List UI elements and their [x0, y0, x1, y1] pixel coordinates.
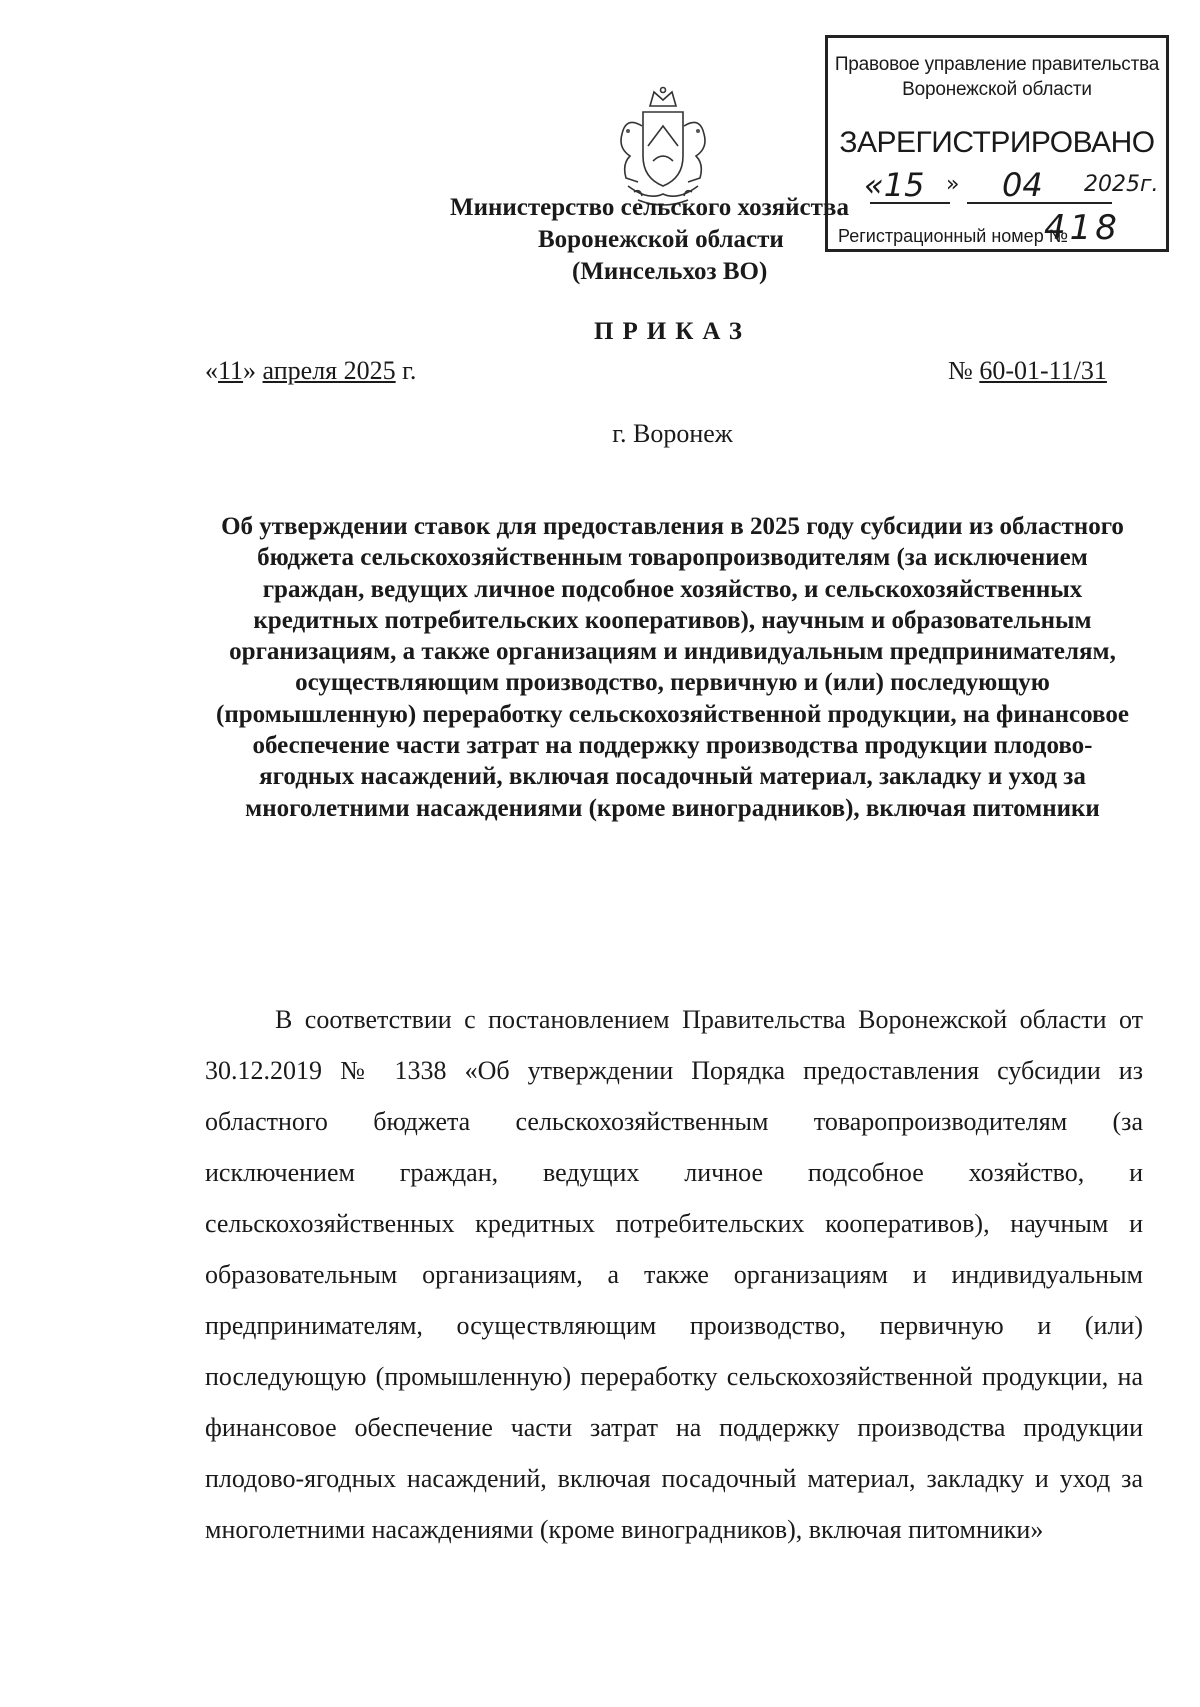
ministry-short-name: (Минсельхоз ВО): [572, 258, 768, 285]
stamp-status: ЗАРЕГИСТРИРОВАНО: [839, 126, 1155, 159]
coat-of-arms-icon: [608, 86, 718, 208]
stamp-date-month: 04: [1002, 166, 1043, 204]
order-date-prefix: «: [205, 356, 218, 385]
stamp-org-line1: Правовое управление правительства: [834, 54, 1160, 75]
stamp-date-sep: »: [946, 172, 960, 197]
stamp-regnum-label: Регистрационный номер №: [838, 226, 1069, 246]
order-date-day: 11: [218, 356, 244, 385]
order-body-paragraph: В соответствии с постановлением Правительства Воронежской области от 30.12.2019 № 1338 «Об утверждении Порядка предоставления субсидии из областного бюджета сельскохозяйственным товаропроизводителям (за исключением граждан, ведущих личное подсобное хозяйство, и сельскохозяйственных кредитных потребительских кооперативов), научным и образовательным организациям, а также организациям и индивидуальным предпринимателям, осуществляющим производство, первичную и (или) последующую (промышленную) переработку сельскохозяйственной продукции, на финансовое обеспечение части затрат на поддержку производства продукции плодово-ягодных насаждений, включая посадочный материал, закладку и уход за многолетними насаждениями (кроме виноградников), включая питомники»: [205, 1005, 1143, 1544]
order-city: г. Воронеж: [612, 419, 733, 448]
order-subject: Об утверждении ставок для предоставления в 2025 году субсидии из областного бюджета сельскохозяйственным товаропроизводителям (за исключением граждан, ведущих личное подсобное хозяйство, и сельскохозяйственных кредитных потребительских кооперативов), научным и образовательным организациям, а также организациям и индивидуальным предпринимателям, осуществляющим производство, первичную и (или) последующую (промышленную) переработку сельскохозяйственной продукции, на финансовое обеспечение части затрат на поддержку производства продукции плодово-ягодных насаждений, включая посадочный материал, закладку и уход за многолетними насаждениями (кроме виноградников), включая питомники: [216, 513, 1129, 822]
stamp-regnum-value: 418: [1044, 208, 1121, 248]
stamp-date-day: «15: [864, 166, 925, 204]
ministry-name-line2: Воронежской области: [538, 226, 784, 253]
order-date-month-year: апреля 2025: [262, 356, 396, 385]
ministry-header: [450, 192, 900, 288]
stamp-date-year: 2025г.: [1084, 172, 1159, 197]
order-date-suffix: г.: [395, 356, 417, 385]
stamp-month-underline: [967, 202, 1112, 204]
ministry-name-line1: Министерство сельского хозяйства: [450, 194, 849, 221]
order-number: [948, 356, 1107, 386]
order-number-prefix: №: [948, 356, 980, 385]
stamp-org-line2: Воронежской области: [902, 79, 1092, 100]
order-date: [205, 356, 416, 386]
stamp-organization: [828, 52, 1166, 102]
order-title: ПРИКАЗ: [594, 318, 751, 345]
order-number-value: 60-01-11/31: [979, 356, 1107, 385]
order-date-sep: »: [243, 356, 263, 385]
stamp-regnum-underline: [1028, 249, 1154, 251]
